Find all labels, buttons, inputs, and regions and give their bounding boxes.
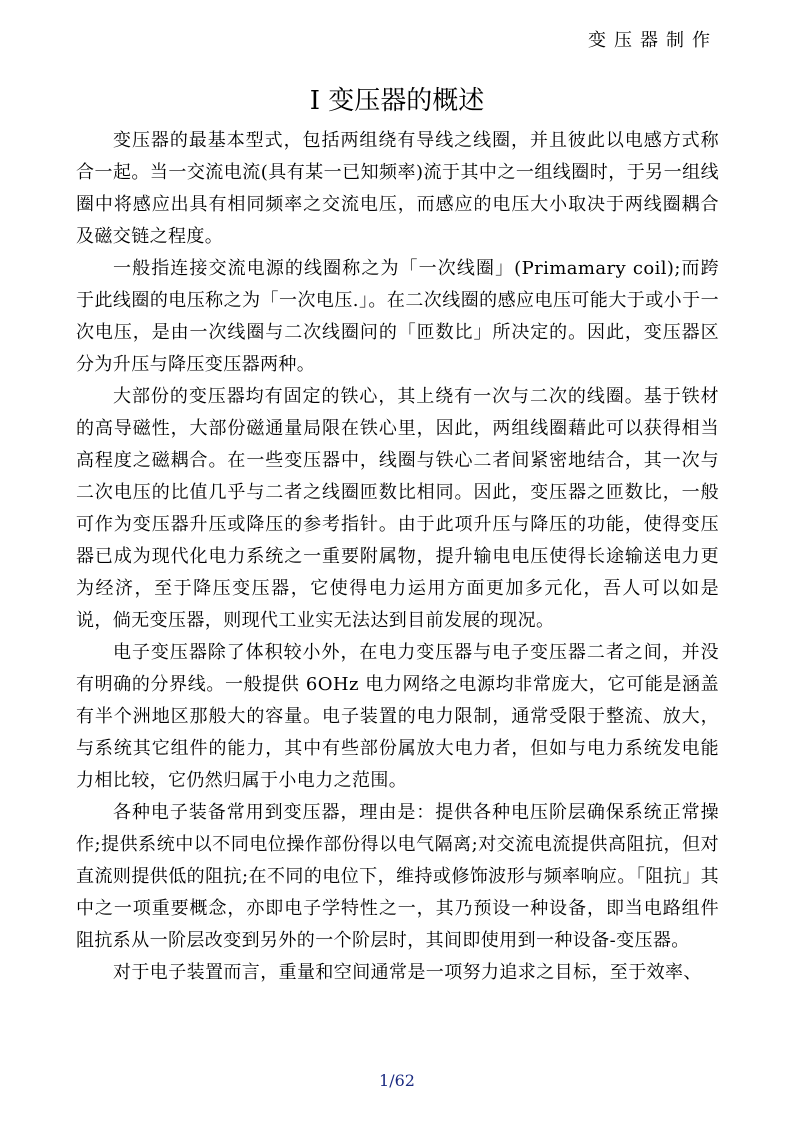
paragraph: 大部份的变压器均有固定的铁心，其上绕有一次与二次的线圈。基于铁材的高导磁性，大部份磁通量局限在铁心里，因此，两组线圈藉此可以获得相当高程度之磁耦合。在一些变压器中，线圈与铁心二者间紧密地结合，其一次与二次电压的比值几乎与二者之线圈匝数比相同。因此，变压器之匝数比，一般可作为变压器升压或降压的参考指针。由于此项升压与降压的功能，使得变压器已成为现代化电力系统之一重要附属物，提升输电电压使得长途输送电力更为经济，至于降压变压器，它使得电力运用方面更加多元化，吾人可以如是说，倘无变压器，则现代工业实无法达到目前发展的现况。 bbox=[76, 386, 719, 631]
paragraph: 电子变压器除了体积较小外，在电力变压器与电子变压器二者之间，并没有明确的分界线。一般提供 6OHz 电力网络之电源均非常庞大，它可能是涵盖有半个洲地区那般大的容量。电子装置的电力限制，通常受限于整流、放大，与系统其它组件的能力，其中有些部份属放大电力者，但如与电力系统发电能力相比较，它仍然归属于小电力之范围。 bbox=[76, 642, 719, 791]
paragraph: 对于电子装置而言，重量和空间通常是一项努力追求之目标，至于效率、 bbox=[113, 962, 702, 983]
running-header: 变压器制作 bbox=[588, 30, 718, 51]
page-number: 1/62 bbox=[379, 1071, 415, 1090]
header-divider bbox=[76, 62, 718, 63]
paragraph: 变压器的最基本型式，包括两组绕有导线之线圈，并且彼此以电感方式称合一起。当一交流电流(具有某一已知频率)流于其中之一组线圈时，于另一组线圈中将感应出具有相同频率之交流电压，而感应的电压大小取决于两线圈耦合及磁交链之程度。 bbox=[76, 130, 719, 247]
document-title: I 变压器的概述 bbox=[309, 86, 485, 116]
document-body bbox=[76, 125, 719, 989]
paragraph: 各种电子装备常用到变压器，理由是：提供各种电压阶层确保系统正常操作;提供系统中以不同电位操作部份得以电气隔离;对交流电流提供高阻抗，但对直流则提供低的阻抗;在不同的电位下，维持或修饰波形与频率响应。「阻抗」其中之一项重要概念，亦即电子学特性之一，其乃预设一种设备，即当电路组件阻抗系从一阶层改变到另外的一个阶层时，其间即使用到一种设备-变压器。 bbox=[76, 802, 719, 951]
paragraph: 一般指连接交流电源的线圈称之为「一次线圈」(Primamary coil);而跨于此线圈的电压称之为「一次电压.」。在二次线圈的感应电压可能大于或小于一次电压，是由一次线圈与二次线圈问的「匝数比」所决定的。因此，变压器区分为升压与降压变压器两种。 bbox=[76, 258, 719, 375]
